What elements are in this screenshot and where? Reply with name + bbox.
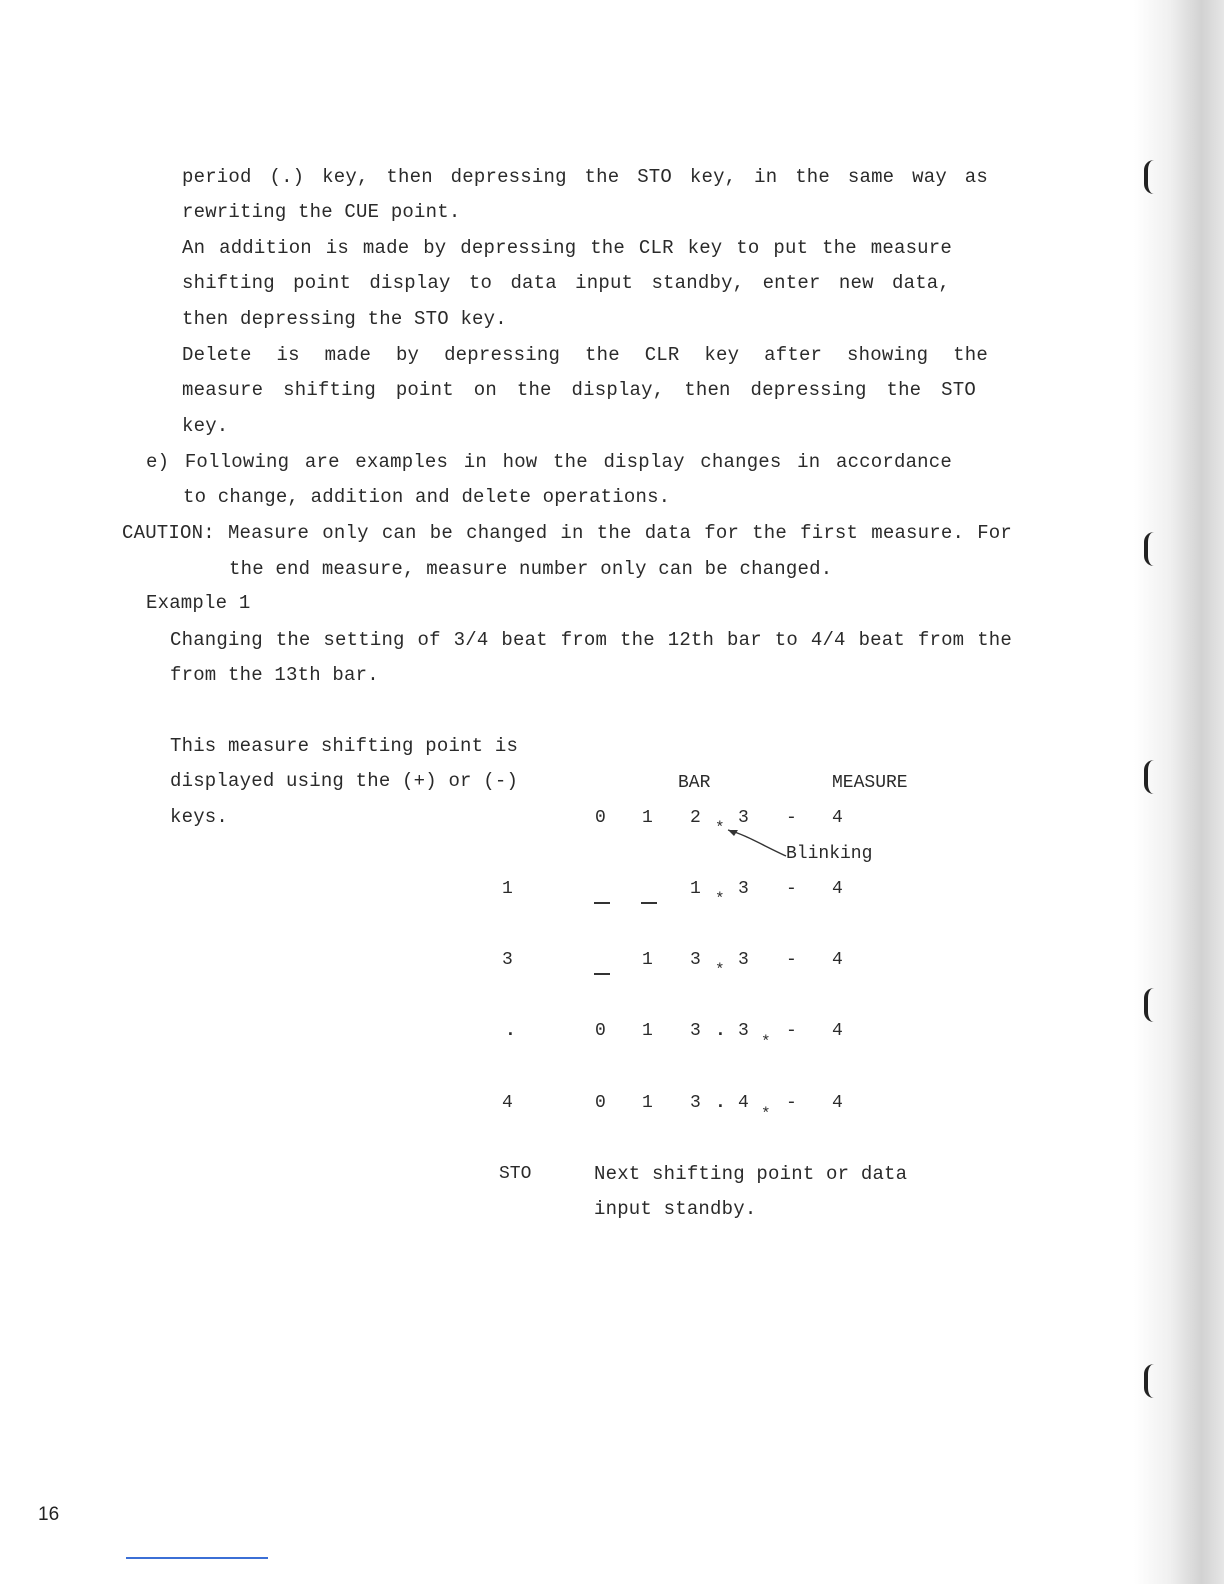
binder-hole (1144, 160, 1154, 194)
text-line: key. (182, 415, 229, 437)
display-digit: 3 (738, 950, 749, 970)
text-line: measure shifting point on the display, then depressing the STO (182, 379, 976, 401)
text-line: then depressing the STO key. (182, 308, 507, 330)
text-line: Changing the setting of 3/4 beat from the 12th bar to 4/4 beat from the (170, 629, 1012, 651)
text-line: This measure shifting point is (170, 735, 519, 757)
text-line: e) Following are examples in how the display changes in accordance (146, 451, 952, 473)
display-digit: 3 (690, 950, 701, 970)
blink-marker: * (715, 819, 725, 837)
display-digit: 4 (738, 1093, 749, 1113)
display-digit: 3 (690, 1021, 701, 1041)
display-dash: - (786, 808, 797, 828)
blank-digit (594, 902, 610, 904)
text-line: to change, addition and delete operations. (183, 486, 671, 508)
caution-line: CAUTION: Measure only can be changed in the data for the first measure. For (122, 522, 1012, 544)
key-press: 4 (502, 1093, 513, 1113)
header-measure: MEASURE (832, 773, 908, 793)
header-bar: BAR (678, 773, 711, 793)
text-line: rewriting the CUE point. (182, 201, 461, 223)
display-dash: - (786, 1021, 797, 1041)
display-digit: 1 (642, 950, 653, 970)
text-line: the end measure, measure number only can be changed. (229, 558, 833, 580)
text-line: shifting point display to data input standby, enter new data, (182, 272, 950, 294)
display-digit: 3 (690, 1093, 701, 1113)
binder-hole (1144, 760, 1154, 794)
example-heading: Example 1 (146, 592, 251, 614)
binder-hole (1144, 1364, 1154, 1398)
binder-hole (1144, 988, 1154, 1022)
text-line: An addition is made by depressing the CLR key to put the measure (182, 237, 952, 259)
blank-digit (594, 973, 610, 975)
blinking-label: Blinking (786, 844, 873, 864)
text-line: Delete is made by depressing the CLR key after showing the (182, 344, 988, 366)
sto-description: Next shifting point or data (594, 1163, 908, 1185)
display-dash: - (786, 950, 797, 970)
key-press: . (505, 1021, 516, 1041)
key-press: 3 (502, 950, 513, 970)
text-line: displayed using the (+) or (-) (170, 770, 519, 792)
display-digit: 3 (738, 1021, 749, 1041)
display-decimal: . (715, 1021, 726, 1041)
display-digit: 4 (832, 879, 843, 899)
page-number: 16 (38, 1504, 60, 1525)
key-press-sto: STO (499, 1164, 532, 1184)
key-press: 1 (502, 879, 513, 899)
display-digit: 4 (832, 950, 843, 970)
display-digit: 1 (642, 1021, 653, 1041)
text-line: from the 13th bar. (170, 664, 379, 686)
display-digit: 1 (690, 879, 701, 899)
display-digit: 0 (595, 808, 606, 828)
display-digit: 2 (690, 808, 701, 828)
display-digit: 4 (832, 1093, 843, 1113)
blink-marker: * (715, 961, 725, 979)
display-dash: - (786, 1093, 797, 1113)
blink-marker: * (715, 890, 725, 908)
display-digit: 1 (642, 1093, 653, 1113)
blank-digit (641, 902, 657, 904)
display-digit: 0 (595, 1021, 606, 1041)
blink-marker: * (761, 1105, 771, 1123)
footer-rule (126, 1557, 268, 1559)
text-line: period (.) key, then depressing the STO key, in the same way as (182, 166, 988, 188)
binder-hole (1144, 532, 1154, 566)
display-digit: 3 (738, 808, 749, 828)
display-digit: 4 (832, 808, 843, 828)
blinking-arrow (724, 826, 794, 862)
text-line: keys. (170, 806, 229, 828)
blink-marker: * (761, 1033, 771, 1051)
display-decimal: . (715, 1093, 726, 1113)
display-digit: 0 (595, 1093, 606, 1113)
display-dash: - (786, 879, 797, 899)
display-digit: 3 (738, 879, 749, 899)
display-digit: 4 (832, 1021, 843, 1041)
display-digit: 1 (642, 808, 653, 828)
sto-description: input standby. (594, 1198, 757, 1220)
